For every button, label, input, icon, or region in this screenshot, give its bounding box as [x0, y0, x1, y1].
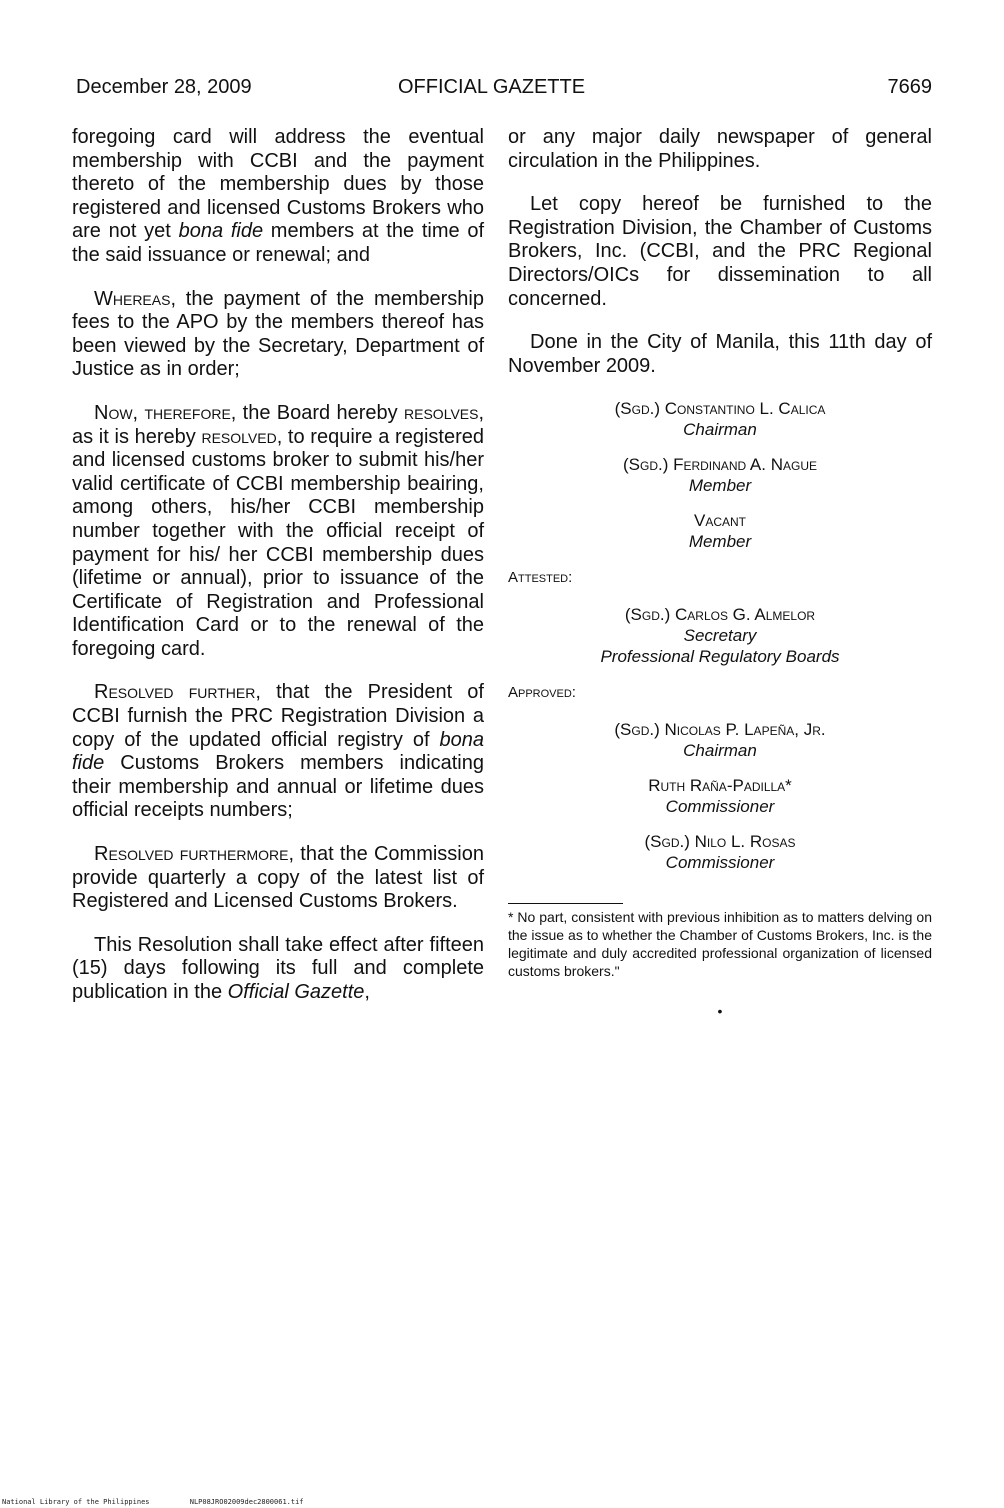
- paragraph-continuation: foregoing card will address the eventual membership with CCBI and the payment thereto of the membership dues by those registered and licensed Customs Brokers who are not yet bona fide members at the time of the said issuance or renewal; and: [72, 126, 485, 266]
- signature-commission-chairman: (Sgd.) Nicolas P. Lapeña, Jr. Chairman: [614, 719, 826, 760]
- page-header: [76, 76, 932, 106]
- signature-member: (Sgd.) Ferdinand A. Nague Member: [622, 455, 818, 496]
- footer-library: National Library of the Philippines: [2, 1498, 150, 1506]
- paragraph-resolved-furthermore: Resolved furthermore, that the Commission provide quarterly a copy of the latest list of Registered and Licensed Customs Brokers.: [72, 843, 484, 913]
- signature-commissioner-2: (Sgd.) Nilo L. Rosas Commissioner: [644, 831, 796, 872]
- paragraph-resolved-further: Resolved further, that the President of CCBI furnish the PRC Registration Division a copy of the updated official registry of bona fide Customs Brokers members indicating their membership and annual or lifetime dues official receipts numbers;: [72, 681, 484, 822]
- paragraph-continuation-right: or any major daily newspaper of general circulation in the Philippines.: [508, 126, 932, 172]
- footnote: * No part, consistent with previous inhibition as to matters delving on the issue as to whether the Chamber of Customs Brokers, Inc. is the legitimate and duly accredited professional organization of licensed customs brokers.": [508, 908, 932, 979]
- paragraph-copy-furnished: Let copy hereof be furnished to the Registration Division, the Chamber of Customs Brokers, Inc. (CCBI, and the PRC Regional Directors/OICs for dissemination to all concerned.: [508, 193, 932, 310]
- attested-label: Attested:: [508, 569, 573, 587]
- paragraph-now-therefore: Now, therefore, the Board hereby resolves, as it is hereby resolved, to require a registered and licensed customs broker to submit his/her valid certificate of CCBI membership beairing, among others, his/her CCBI membership number together with the official receipt of payment for his/ her CCBI membership dues (lifetime or annual), prior to issuance of the Certificate of Registration and Professional Identification Card or to the renewal of the foregoing card.: [72, 401, 485, 660]
- paragraph-effectivity: This Resolution shall take effect after fifteen (15) days following its full and complete publication in the Official Gazette,: [72, 933, 484, 1003]
- paragraph-done-in: Done in the City of Manila, this 11th day of November 2009.: [508, 331, 932, 377]
- header-page-number: 7669: [887, 76, 932, 98]
- footnote-rule: [508, 903, 623, 904]
- signature-chairman: (Sgd.) Constantino L. Calica Chairman: [614, 399, 826, 440]
- footer-file: NLP08JRO02009dec2800061.tif: [189, 1498, 304, 1506]
- right-column: [508, 126, 932, 1023]
- end-mark: •: [717, 1002, 723, 1019]
- left-column: [72, 126, 484, 1025]
- header-title: OFFICIAL GAZETTE: [398, 76, 586, 98]
- signature-vacant: Vacant Member: [688, 511, 752, 552]
- approved-label: Approved:: [508, 683, 576, 701]
- paragraph-whereas: Whereas, the payment of the membership fees to the APO by the members thereof has been viewed by the Secretary, Department of Justice as in order;: [72, 287, 484, 381]
- signature-commissioner-1: Ruth Raña-Padilla* Commissioner: [648, 775, 792, 816]
- scan-footer: [2, 1498, 340, 1506]
- header-date: December 28, 2009: [76, 76, 252, 98]
- signature-secretary: (Sgd.) Carlos G. Almelor Secretary Professional Regulatory Boards: [600, 604, 840, 666]
